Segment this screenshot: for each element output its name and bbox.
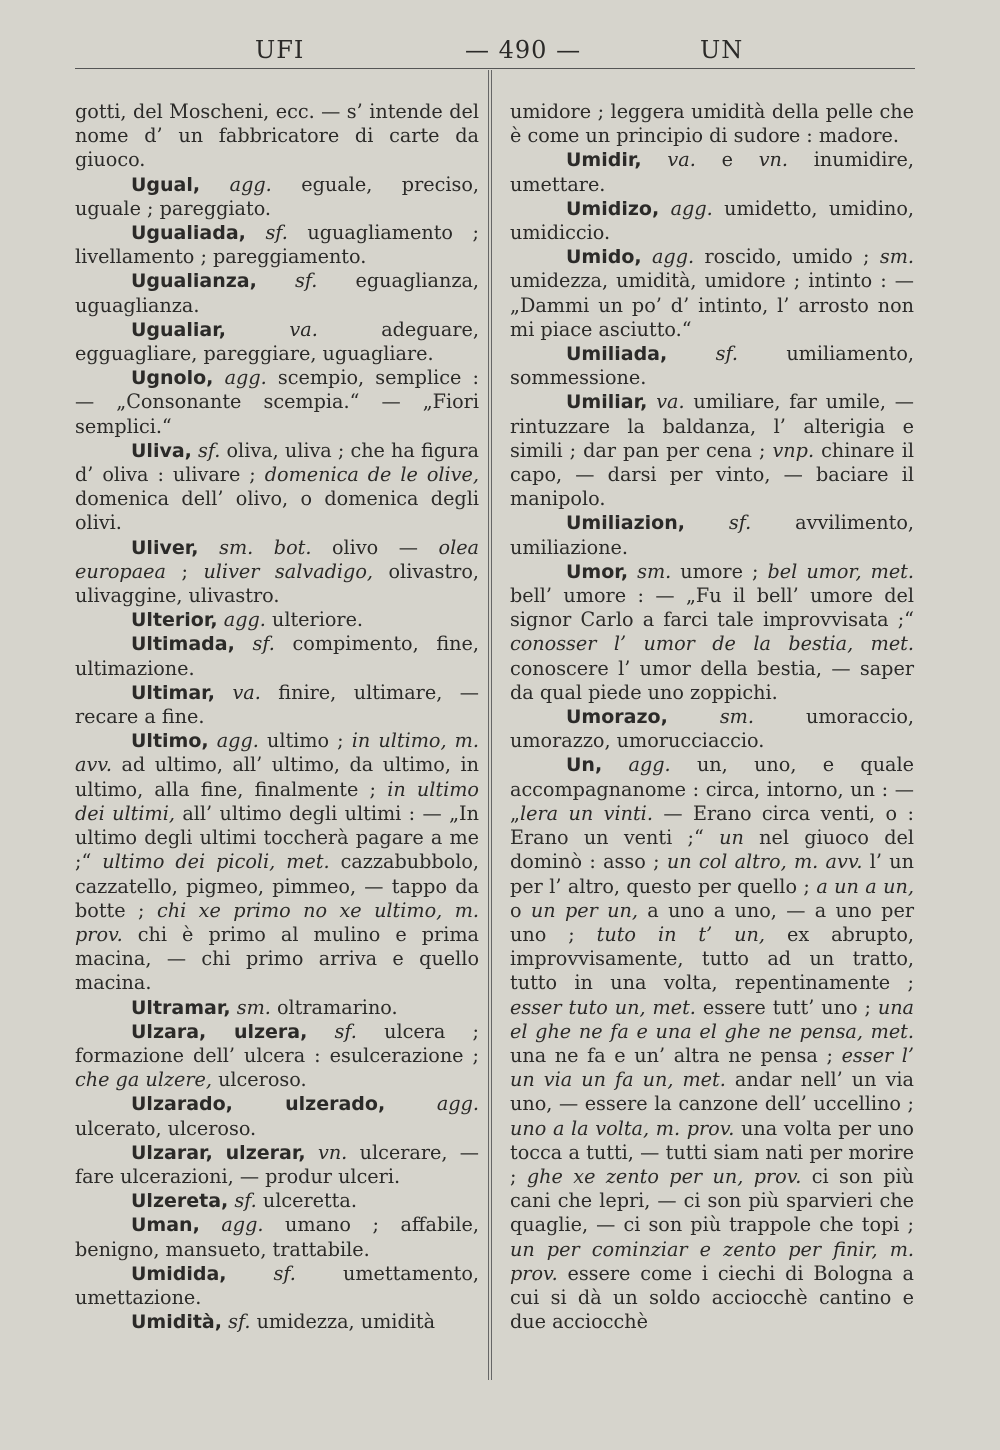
grammar-or-example-italic: agg. [216,729,259,753]
dictionary-entry [510,511,914,559]
grammar-or-example-italic: conosser l’ umor de la bestia, met. [510,632,914,656]
dictionary-entry [75,729,479,995]
dictionary-entry [75,366,479,439]
grammar-or-example-italic: sf. [728,511,752,535]
definition-text: ulcerare, — fare ulcerazioni, — produr ulceri. [75,1140,479,1188]
definition-text: un, uno, e quale accompagnanome : circa, intorno, un : — „ [510,753,914,825]
headword: Ugualiada, [131,222,246,245]
definition-text: umano ; affabile, benigno, mansueto, trattabile. [75,1213,479,1261]
grammar-or-example-italic: in ultimo dei ultimi, [75,777,479,825]
headword: Umor, [566,560,629,583]
definition-text: ci son più cani che lepri, — ci son più sparvieri che quaglie, — ci son più trappole che topi ; [510,1164,914,1237]
column-divider [488,70,492,1380]
dictionary-entry [75,996,479,1020]
definition-text: roscido, umido ; [694,245,880,269]
definition-text: ; [165,559,204,583]
dictionary-entry [510,197,914,245]
definition-text: cazzabubbolo, cazzatello, pigmeo, pimmeo, — tappo da botte ; [75,850,479,922]
headword: Umorazo, [566,706,668,729]
grammar-or-example-italic: uliver salvadigo, [203,559,373,583]
grammar-or-example-italic: tuto in t’ un, [596,922,765,946]
grammar-or-example-italic: agg. [224,366,267,390]
headword: Umido, [566,246,642,269]
definition-text: umore ; [671,559,768,583]
grammar-or-example-italic: agg. [670,196,713,220]
grammar-or-example-italic: sf. [265,221,288,245]
headword: Ugualiar, [131,318,227,341]
definition-text: inumidire, umettare. [510,148,914,196]
definition-text: bell’ umore : — „Fu il bell’ umore del signor Carlo a farci tale improvvisata ;“ [510,584,914,632]
definition-text: all’ ultimo degli ultimi : — „In ultimo degli ultimi toccherà pagare a me ;“ [75,801,479,874]
headword: Ulzereta, [131,1190,229,1213]
grammar-or-example-italic: vn. [317,1140,348,1164]
definition-text: chi è primo al mulino e prima macina, — chi primo arriva e quello macina. [75,922,479,995]
dictionary-entry [75,1141,479,1189]
definition-text: uguagliamento ; livellamento ; pareggiamento. [75,221,479,269]
definition-text: ulceretta. [256,1189,357,1213]
grammar-or-example-italic: esser l’ un via un fa un, met. [510,1043,914,1092]
grammar-or-example-italic: va. [289,317,318,341]
dictionary-entry [75,269,479,317]
definition-text: umidezza, umidità [250,1310,436,1334]
definition-text: oliva, uliva ; che ha figura d’ oliva : ulivare ; [75,438,479,487]
headword: Umidir, [566,149,642,172]
grammar-or-example-italic: va. [656,390,685,414]
definition-text: chinare il capo, — darsi per vinto, — baciare il manipolo. [510,438,914,511]
headword: Uliver, [131,536,199,559]
definition-text: umettamento, umettazione. [75,1261,479,1309]
page-header [75,36,915,69]
dictionary-entry [510,390,914,511]
grammar-or-example-italic: sf. [234,1189,257,1213]
definition-text: eguaglianza, uguaglianza. [75,269,479,317]
dictionary-entry [75,1213,479,1261]
headword: Ulzara, ulzera, [131,1020,308,1043]
grammar-or-example-italic: ultimo dei picoli, met. [102,850,330,874]
definition-text: ulteriore. [265,608,364,632]
grammar-or-example-italic: sf. [334,1019,357,1043]
definition-text: o [510,898,531,922]
dictionary-entry [510,560,914,705]
entry-continuation [510,100,914,148]
definition-text: essere come i ciechi di Bologna a cui si dà un soldo acciocchè cantino e due acciocchè [510,1261,914,1334]
definition-text: ultimo ; [258,729,352,753]
definition-text: andar nell’ un via uno, — essere la canzone dell’ uccellino ; [510,1068,914,1116]
grammar-or-example-italic: un col altro, m. avv. [666,850,863,874]
dictionary-entry [510,705,914,753]
definition-text: adeguare, egguagliare, pareggiare, uguagliare. [75,317,479,366]
dictionary-entry [510,148,914,196]
definition-text: domenica dell’ olivo, o domenica degli olivi. [75,487,479,535]
dictionary-entry [75,1092,479,1140]
dictionary-entry [510,245,914,342]
grammar-or-example-italic: bel umor, met. [767,559,914,583]
dictionary-entry [75,608,479,632]
definition-text: olivastro, ulivaggine, ulivastro. [75,559,479,608]
headword: Ulzarar, ulzerar, [131,1141,306,1164]
headword: Ulzarado, ulzerado, [131,1093,386,1116]
grammar-or-example-italic: sm. [236,995,271,1019]
definition-text: scempio, semplice : — „Consonante scempia.“ — „Fiori semplici.“ [75,366,479,438]
definition-text: ulcerato, ulceroso. [75,1116,257,1140]
definition-text: finire, ultimare, — recare a fine. [75,680,479,729]
definition-text: gotti, del Moscheni, ecc. — s’ intende del nome d’ un fabbricatore di carte da giuoco. [75,100,479,172]
definition-text: umidezza, umidità, umidore ; intinto : — „Dammi un po’ d’ intinto, l’ arrosto non mi piace asciutto.“ [510,269,914,341]
grammar-or-example-italic: sf. [715,342,738,366]
definition-text: ad ultimo, all’ ultimo, da ultimo, in ultimo, alla fine, finalmente ; [75,753,479,801]
dictionary-entry [75,1310,479,1334]
grammar-or-example-italic: olea europaea [75,535,479,583]
headword: Ugual, [131,173,201,196]
grammar-or-example-italic: ghe xe zento per un, prov. [526,1164,802,1188]
definition-text: essere tutt’ uno ; [695,995,878,1019]
grammar-or-example-italic: agg. [223,608,266,632]
grammar-or-example-italic: un per cominziar e zento per finir, m. prov. [510,1237,914,1285]
dictionary-entry [75,221,479,269]
grammar-or-example-italic: uno a la volta, m. prov. [510,1116,735,1140]
headword: Uliva, [131,439,192,462]
grammar-or-example-italic: che ga ulzere, [75,1068,212,1092]
dictionary-entry [75,1189,479,1213]
grammar-or-example-italic: agg. [436,1092,479,1116]
grammar-or-example-italic: agg. [229,172,272,196]
dictionary-entry [75,1020,479,1093]
grammar-or-example-italic: domenica de le olive, [264,463,479,487]
definition-text: l’ un per l’ altro, questo per quello ; [510,850,915,898]
definition-text: una ne fa e un’ altra ne pensa ; [510,1043,842,1067]
headword: Ultimada, [131,633,235,656]
grammar-or-example-italic: sf. [228,1310,251,1334]
definition-text: umiliamento, sommessione. [510,342,914,390]
grammar-or-example-italic: va. [667,148,696,172]
definition-text: umidore ; leggera umidità della pelle che è come un principio di sudore : madore. [510,100,914,148]
headword: Un, [566,754,603,777]
grammar-or-example-italic: sf. [252,632,275,656]
definition-text: nel giuoco del dominò : asso ; [510,826,914,874]
definition-text: oltramarino. [270,995,398,1019]
definition-text: conoscere l’ umor della bestia, — saper da qual piede uno zoppichi. [510,656,914,704]
definition-text: olivo — [311,535,439,559]
definition-text: a uno a uno, — a uno per uno ; [510,898,914,946]
left-column [75,100,479,1334]
definition-text: compimento, fine, ultimazione. [75,632,479,680]
definition-text: ex abrupto, improvvisamente, tutto ad un tratto, tutto in una volta, repentinamente ; [510,922,914,995]
headword: Ultimo, [131,730,209,753]
definition-text: umiliare, far umile, — rintuzzare la baldanza, l’ alterigia e simili ; dar pan per cena ; [510,390,914,462]
grammar-or-example-italic: vnp. [772,438,815,462]
dictionary-entry [75,536,479,609]
definition-text: e [695,148,759,172]
entry-continuation [75,100,479,173]
definition-text: eguale, preciso, uguale ; pareggiato. [75,172,479,220]
grammar-or-example-italic: agg. [651,245,695,269]
headword: Ugualianza, [131,270,257,293]
header-left-guide-word: UFI [255,36,305,64]
headword: Ultramar, [131,996,231,1019]
grammar-or-example-italic: sf. [273,1261,296,1285]
grammar-or-example-italic: una el ghe ne fa e una el ghe ne pensa, met. [510,995,914,1043]
headword: Umidizo, [566,197,660,220]
grammar-or-example-italic: un per un, [530,898,638,922]
definition-text: umoraccio, umorazzo, umorucciaccio. [510,705,914,753]
grammar-or-example-italic: un [719,826,744,850]
grammar-or-example-italic: sf. [295,269,318,293]
dictionary-entry [510,753,914,1334]
dictionary-entry [75,439,479,536]
grammar-or-example-italic: sm. bot. [219,535,312,559]
grammar-or-example-italic: agg. [628,753,671,777]
grammar-or-example-italic: agg. [221,1213,264,1237]
page-number: — 490 — [465,36,582,64]
headword: Ugnolo, [131,367,214,390]
dictionary-entry [75,1262,479,1310]
grammar-or-example-italic: chi xe primo no xe ultimo, m. prov. [75,898,479,946]
grammar-or-example-italic: sf. [198,438,221,462]
definition-text: ulceroso. [211,1068,307,1092]
headword: Ultimar, [131,681,215,704]
headword: Umiliar, [566,391,648,414]
headword: Umidida, [131,1262,227,1285]
grammar-or-example-italic: esser tuto un, met. [510,995,696,1019]
grammar-or-example-italic: sm. [719,705,754,729]
headword: Umiliada, [566,343,668,366]
grammar-or-example-italic: a un a un, [816,874,914,898]
definition-text: — Erano circa venti, o : Erano un venti ;“ [510,801,914,850]
dictionary-entry [75,173,479,221]
dictionary-entry [510,342,914,390]
definition-text: una volta per uno tocca a tutti, — tutti siam nati per morire ; [510,1116,914,1188]
dictionary-entry [75,681,479,729]
definition-text: umidetto, umidino, umidiccio. [510,196,914,245]
headword: Umidità, [131,1311,222,1334]
grammar-or-example-italic: vn. [758,148,788,172]
grammar-or-example-italic: sm. [637,559,672,583]
headword: Umiliazion, [566,512,685,535]
headword: Ulterior, [131,609,218,632]
grammar-or-example-italic: in ultimo, m. avv. [75,729,479,777]
headword: Uman, [131,1214,200,1237]
right-column [510,100,914,1334]
dictionary-entry [75,632,479,680]
grammar-or-example-italic: va. [232,680,261,704]
definition-text: avvilimento, umiliazione. [510,511,914,559]
header-right-guide-word: UN [700,36,744,64]
grammar-or-example-italic: lera un vinti. [519,801,653,825]
dictionary-entry [75,318,479,366]
definition-text: ulcera ; formazione dell’ ulcera : esulcerazione ; [75,1019,479,1067]
grammar-or-example-italic: sm. [879,245,914,269]
